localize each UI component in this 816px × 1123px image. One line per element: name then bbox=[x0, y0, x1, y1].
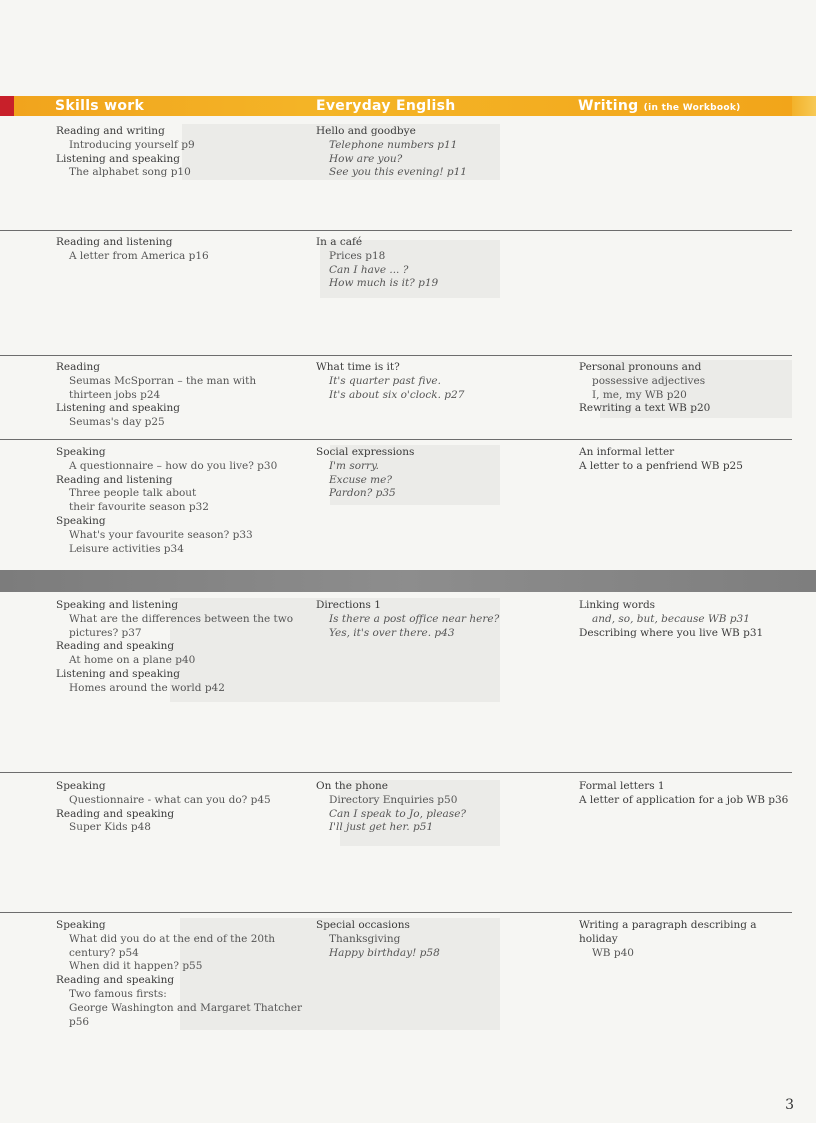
entry-item: Three people talk about bbox=[69, 487, 197, 500]
entry-item: Introducing yourself p9 bbox=[69, 138, 195, 151]
entry-item: What did you do at the end of the 20th bbox=[69, 932, 276, 945]
entry-item: What are the differences between the two bbox=[69, 612, 294, 625]
column-header-skills: Skills work bbox=[55, 98, 145, 114]
entry-item: It's quarter past five. bbox=[329, 374, 441, 387]
entry-item: Prices p18 bbox=[329, 249, 386, 262]
page-number: 3 bbox=[785, 1097, 794, 1113]
entry-heading: Reading and speaking bbox=[56, 640, 175, 653]
section-band bbox=[0, 570, 816, 592]
entry-heading: Listening and speaking bbox=[56, 152, 180, 165]
entry-heading: Reading and listening bbox=[56, 236, 173, 248]
entry-item: Leisure activities p34 bbox=[69, 542, 184, 555]
entry-item: Pardon? p35 bbox=[329, 487, 396, 500]
entry-item: their favourite season p32 bbox=[69, 501, 209, 514]
entry-heading: Describing where you live WB p31 bbox=[579, 626, 764, 639]
cell-everyday bbox=[316, 446, 566, 501]
entry-heading: A letter to a penfriend WB p25 bbox=[579, 459, 743, 472]
header-bar-tip bbox=[792, 96, 816, 116]
entry-item: Yes, it's over there. p43 bbox=[329, 626, 455, 639]
entry-item: and, so, but, because WB p31 bbox=[592, 612, 750, 625]
cell-skills bbox=[56, 919, 306, 1029]
entry-item: possessive adjectives bbox=[592, 374, 706, 387]
cell-everyday bbox=[316, 361, 566, 402]
entry-item: Questionnaire - what can you do? p45 bbox=[69, 793, 271, 806]
row-divider bbox=[0, 355, 792, 356]
cell-writing bbox=[579, 780, 794, 808]
entry-heading: Directions 1 bbox=[316, 599, 381, 611]
entry-heading: Speaking bbox=[56, 780, 106, 792]
entry-heading: Speaking bbox=[56, 514, 106, 527]
entry-heading: A letter of application for a job WB p36 bbox=[579, 793, 789, 806]
entry-item: The alphabet song p10 bbox=[69, 166, 191, 179]
cell-writing bbox=[579, 919, 794, 960]
entry-item: Directory Enquiries p50 bbox=[329, 793, 458, 806]
entry-heading: Personal pronouns and bbox=[579, 361, 702, 373]
entry-heading: On the phone bbox=[316, 780, 389, 792]
cell-writing bbox=[579, 361, 794, 416]
entry-heading: Listening and speaking bbox=[56, 402, 180, 415]
entry-item: It's about six o'clock. p27 bbox=[329, 388, 465, 401]
entry-item: How are you? bbox=[329, 152, 403, 165]
cell-everyday bbox=[316, 125, 566, 180]
cell-everyday bbox=[316, 599, 566, 640]
entry-heading: Special occasions bbox=[316, 919, 410, 931]
entry-item: A questionnaire – how do you live? p30 bbox=[69, 459, 278, 472]
entry-item: century? p54 bbox=[69, 946, 139, 959]
entry-heading: What time is it? bbox=[316, 361, 400, 373]
entry-item: Seumas McSporran – the man with bbox=[69, 374, 257, 387]
cell-skills bbox=[56, 125, 306, 180]
writing-header-note: (in the Workbook) bbox=[643, 103, 741, 113]
entry-heading: Reading bbox=[56, 361, 100, 373]
row-divider bbox=[0, 772, 792, 773]
cell-everyday bbox=[316, 236, 566, 291]
entry-heading: In a café bbox=[316, 236, 363, 248]
entry-item: I'll just get her. p51 bbox=[329, 821, 434, 834]
cell-skills bbox=[56, 446, 306, 556]
cell-skills bbox=[56, 236, 306, 264]
entry-item: At home on a plane p40 bbox=[69, 654, 196, 667]
cell-skills bbox=[56, 780, 306, 835]
column-header-writing bbox=[578, 96, 741, 116]
entry-item: Super Kids p48 bbox=[69, 821, 151, 834]
writing-header-label: Writing bbox=[578, 98, 639, 114]
entry-item: Two famous firsts: bbox=[69, 987, 167, 1000]
entry-item: Seumas's day p25 bbox=[69, 416, 165, 429]
cell-writing bbox=[579, 446, 794, 474]
entry-item: Telephone numbers p11 bbox=[329, 138, 458, 151]
entry-item: I, me, my WB p20 bbox=[592, 388, 687, 401]
entry-heading: Listening and speaking bbox=[56, 667, 180, 680]
entry-item: I'm sorry. bbox=[329, 459, 379, 472]
entry-item: Thanksgiving bbox=[329, 932, 401, 945]
row-divider bbox=[0, 912, 792, 913]
cell-skills bbox=[56, 599, 306, 696]
cell-everyday bbox=[316, 919, 566, 960]
entry-item: What's your favourite season? p33 bbox=[69, 528, 253, 541]
cell-skills bbox=[56, 361, 306, 430]
entry-item: George Washington and Margaret Thatcher bbox=[69, 1001, 302, 1014]
entry-heading: Speaking bbox=[56, 919, 106, 931]
entry-item: When did it happen? p55 bbox=[69, 960, 203, 973]
entry-heading: Rewriting a text WB p20 bbox=[579, 402, 711, 415]
entry-heading: Social expressions bbox=[316, 446, 415, 458]
column-header-everyday: Everyday English bbox=[316, 98, 456, 114]
entry-item: Homes around the world p42 bbox=[69, 681, 225, 694]
row-divider bbox=[0, 439, 792, 440]
entry-item: p56 bbox=[69, 1015, 90, 1028]
entry-item: thirteen jobs p24 bbox=[69, 388, 161, 401]
entry-item: See you this evening! p11 bbox=[329, 166, 467, 179]
entry-item: pictures? p37 bbox=[69, 626, 142, 639]
entry-item: Can I speak to Jo, please? bbox=[329, 807, 467, 820]
entry-heading: An informal letter bbox=[579, 446, 675, 458]
entry-item: Can I have ... ? bbox=[329, 263, 409, 276]
entry-item: A letter from America p16 bbox=[69, 249, 209, 262]
entry-item: Happy birthday! p58 bbox=[329, 946, 440, 959]
entry-heading: Reading and speaking bbox=[56, 807, 175, 820]
entry-item: How much is it? p19 bbox=[329, 277, 439, 290]
entry-heading: Formal letters 1 bbox=[579, 780, 665, 792]
entry-heading: Reading and listening bbox=[56, 473, 173, 486]
entry-heading: Speaking and listening bbox=[56, 599, 179, 611]
entry-heading: Hello and goodbye bbox=[316, 125, 416, 137]
entry-heading: Writing a paragraph describing a holiday bbox=[579, 919, 757, 945]
entry-heading: Reading and speaking bbox=[56, 974, 175, 987]
entry-heading: Reading and writing bbox=[56, 125, 165, 137]
entry-item: Is there a post office near here? bbox=[329, 612, 500, 625]
entry-item: Excuse me? bbox=[329, 473, 392, 486]
entry-heading: Speaking bbox=[56, 446, 106, 458]
cell-everyday bbox=[316, 780, 566, 835]
entry-item: WB p40 bbox=[592, 946, 634, 959]
row-divider bbox=[0, 230, 792, 231]
entry-heading: Linking words bbox=[579, 599, 656, 611]
header-red-tab bbox=[0, 96, 14, 116]
cell-writing bbox=[579, 599, 794, 640]
